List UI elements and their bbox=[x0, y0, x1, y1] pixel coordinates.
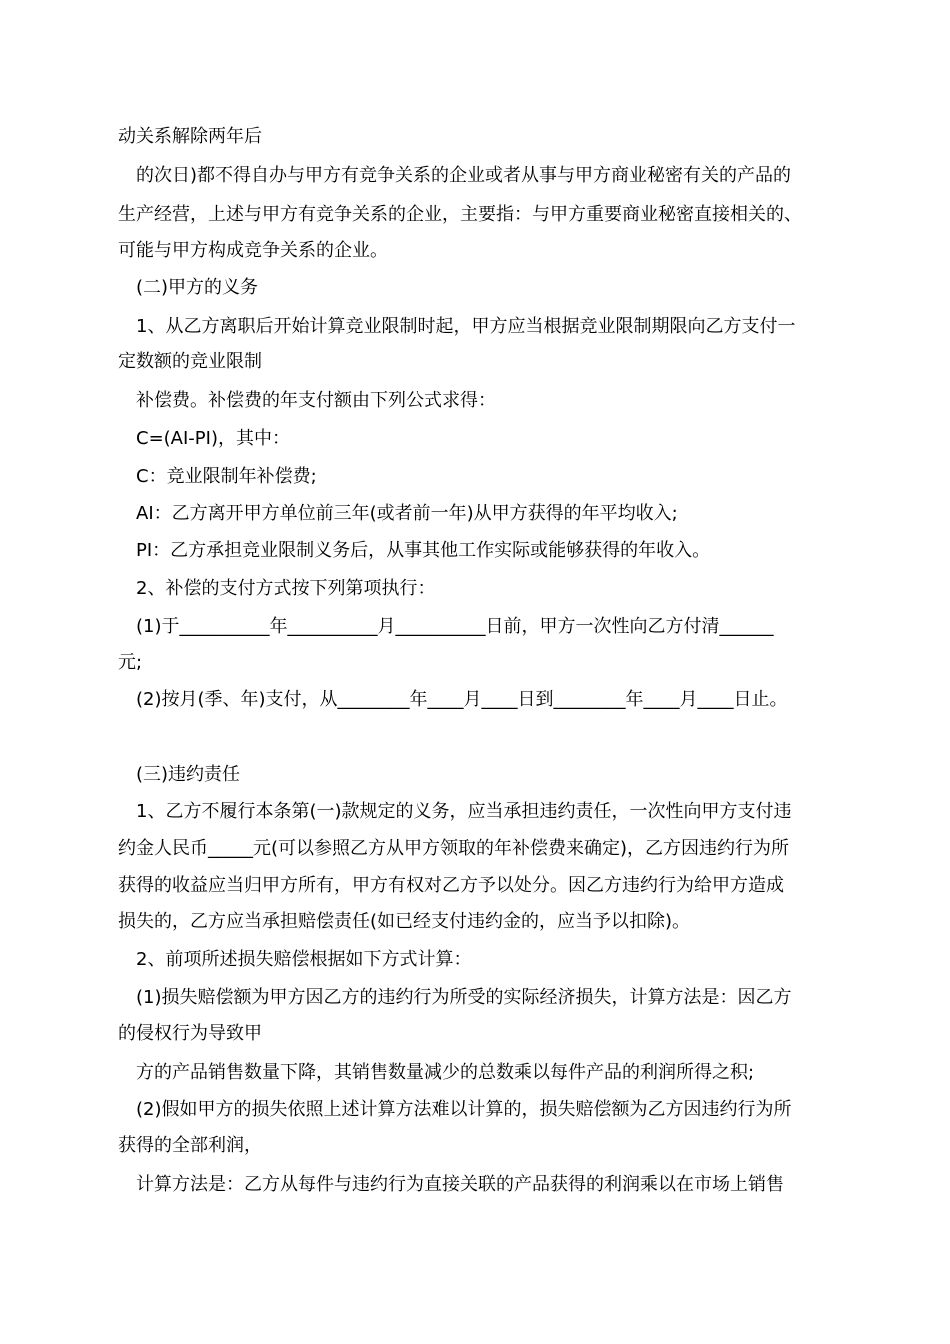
text-line: 2、补偿的支付方式按下列第项执行： bbox=[136, 578, 436, 599]
text-line: AI：乙方离开甲方单位前三年(或者前一年)从甲方获得的年平均收入; bbox=[136, 503, 678, 524]
text-line: 元; bbox=[118, 652, 143, 673]
text-line: (2)假如甲方的损失依照上述计算方法难以计算的，损失赔偿额为乙方因违约行为所 bbox=[136, 1099, 792, 1120]
text-line: 补偿费。补偿费的年支付额由下列公式求得： bbox=[136, 390, 496, 411]
text-line: 定数额的竞业限制 bbox=[118, 351, 262, 372]
text-line: 获得的收益应当归甲方所有，甲方有权对乙方予以处分。因乙方违约行为给甲方造成 bbox=[118, 875, 784, 896]
text-line: 的侵权行为导致甲 bbox=[118, 1023, 262, 1044]
formula-line: C=(AI-PI)，其中： bbox=[136, 428, 290, 449]
section-heading: (三)违约责任 bbox=[136, 764, 241, 785]
text-line: 可能与甲方构成竞争关系的企业。 bbox=[118, 240, 388, 261]
text-line: 获得的全部利润， bbox=[118, 1135, 262, 1156]
text-line: (2)按月(季、年)支付，从________年____月____日到________年____月____日止。 bbox=[136, 689, 788, 710]
text-line: 损失的，乙方应当承担赔偿责任(如已经支付违约金的，应当予以扣除)。 bbox=[118, 911, 691, 932]
text-line: 计算方法是：乙方从每件与违约行为直接关联的产品获得的利润乘以在市场上销售 bbox=[136, 1174, 784, 1195]
text-line: 2、前项所述损失赔偿根据如下方式计算： bbox=[136, 949, 472, 970]
text-line: 约金人民币_____元(可以参照乙方从甲方领取的年补偿费来确定)，乙方因违约行为所 bbox=[118, 838, 790, 859]
text-line: 的次日)都不得自办与甲方有竞争关系的企业或者从事与甲方商业秘密有关的产品的 bbox=[136, 165, 792, 186]
text-line: 生产经营，上述与甲方有竞争关系的企业，主要指：与甲方重要商业秘密直接相关的、 bbox=[118, 204, 802, 225]
section-heading: (二)甲方的义务 bbox=[136, 277, 259, 298]
text-line: (1)损失赔偿额为甲方因乙方的违约行为所受的实际经济损失，计算方法是：因乙方 bbox=[136, 987, 792, 1008]
text-line: 1、从乙方离职后开始计算竞业限制时起，甲方应当根据竞业限制期限向乙方支付一 bbox=[136, 316, 796, 337]
text-line: 动关系解除两年后 bbox=[118, 126, 262, 147]
text-line: PI：乙方承担竞业限制义务后，从事其他工作实际或能够获得的年收入。 bbox=[136, 540, 711, 561]
text-line: 方的产品销售数量下降，其销售数量减少的总数乘以每件产品的利润所得之积; bbox=[136, 1062, 755, 1083]
text-line: 1、乙方不履行本条第(一)款规定的义务，应当承担违约责任，一次性向甲方支付违 bbox=[136, 801, 792, 822]
text-line: (1)于__________年__________月__________日前，甲方一次性向乙方付清______ bbox=[136, 616, 774, 637]
text-line: C：竞业限制年补偿费; bbox=[136, 466, 317, 487]
